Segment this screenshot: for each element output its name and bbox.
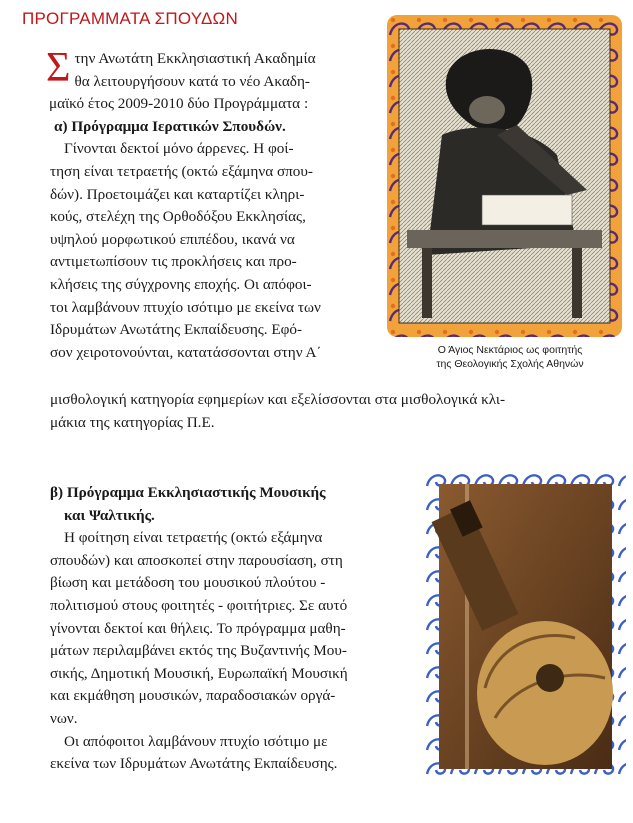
drop-cap: Σ bbox=[46, 45, 71, 91]
section-b-title: β) Πρόγραμμα Εκκλησιαστικής Μουσικής bbox=[50, 484, 326, 501]
section-a-line: δών). Προετοιμάζει και καταρτίζει κληρι- bbox=[50, 185, 305, 203]
section-a-line: τοι λαμβάνουν πτυχίο ισότιμο με εκείνα των bbox=[50, 298, 321, 316]
intro-line: μαϊκό έτος 2009-2010 δύο Προγράμματα : bbox=[49, 95, 309, 113]
section-a-title: α) Πρόγραμμα Ιερατικών Σπουδών. bbox=[54, 117, 286, 135]
intro-line: την Ανωτάτη Εκκλησιαστική Ακαδημία bbox=[74, 50, 316, 67]
section-b-line: σικής, Δημοτική Μουσική, Ευρωπαϊκή Μουσική bbox=[50, 664, 348, 682]
section-b-line: και εκμάθηση μουσικών, παραδοσιακών οργά- bbox=[50, 687, 336, 705]
section-b-line: νων. bbox=[50, 709, 78, 727]
intro-line: θα λειτουργήσουν κατά το νέο Ακαδη- bbox=[74, 72, 310, 90]
section-b-line: γίνονται δεκτοί και θήλεις. Το πρόγραμμα μαθη- bbox=[50, 619, 346, 637]
section-b-line: σπουδών) και αποσκοπεί στην παρουσίαση, στη bbox=[50, 551, 343, 569]
section-b-line: Η φοίτηση είναι τετραετής (οκτώ εξάμηνα bbox=[64, 529, 323, 547]
section-a-continued bbox=[50, 389, 615, 434]
section-a-line: τηση είναι τετραετής (οκτώ εξάμηνα σπου- bbox=[50, 162, 313, 180]
section-b-line: μάτων περιλαμβάνει εκτός της Βυζαντινής Μου- bbox=[50, 642, 347, 660]
section-a-line: Ιδρυμάτων Ανωτάτης Εκπαίδευσης. Εφό- bbox=[50, 321, 303, 339]
section-a-wide-line: μάκια της κατηγορίας Π.Ε. bbox=[50, 413, 215, 431]
intro-text bbox=[46, 45, 378, 364]
section-b bbox=[50, 482, 422, 776]
section-b-title: και Ψαλτικής. bbox=[64, 506, 155, 524]
portrait-caption bbox=[392, 343, 628, 371]
section-a-line: αντιμετωπίσουν τις προκλήσεις και προ- bbox=[50, 253, 297, 271]
section-a-line: σον χειροτονούνται, κατατάσσονται στην Α΄ bbox=[50, 343, 322, 361]
section-a-line: υψηλού μορφωτικού επιπέδου, ικανά να bbox=[50, 230, 295, 248]
section-a-line: Γίνονται δεκτοί μόνο άρρενες. Η φοί- bbox=[64, 140, 294, 158]
portrait-frame bbox=[387, 15, 622, 337]
section-b-line: πολιτισμού στους φοιτητές - φοιτήτριες. Σε αυτό bbox=[50, 596, 348, 614]
page-heading: ΠΡΟΓΡΑΜΜΑΤΑ ΣΠΟΥΔΩΝ bbox=[22, 9, 238, 28]
lute-frame bbox=[425, 468, 626, 786]
desk bbox=[407, 230, 602, 248]
caption-line: Ο Άγιος Νεκτάριος ως φοιτητής bbox=[437, 344, 583, 356]
caption-line: της Θεολογικής Σχολής Αθηνών bbox=[436, 358, 584, 370]
section-b-end-line: εκείνα των Ιδρυμάτων Ανωτάτης Εκπαίδευσης. bbox=[50, 755, 338, 773]
section-a-wide-line: μισθολογική κατηγορία εφημερίων και εξελίσσονται στα μισθολογικά κλι- bbox=[50, 391, 506, 408]
section-a-line: κλήσεις της σύγχρονης εποχής. Οι απόφοι- bbox=[50, 275, 312, 293]
section-b-end-line: Οι απόφοιτοι λαμβάνουν πτυχίο ισότιμο με bbox=[64, 732, 328, 750]
section-b-line: βίωση και μετάδοση του μουσικού πλούτου - bbox=[50, 574, 326, 592]
section-a-line: κούς, στελέχη της Ορθοδόξου Εκκλησίας, bbox=[50, 208, 306, 226]
